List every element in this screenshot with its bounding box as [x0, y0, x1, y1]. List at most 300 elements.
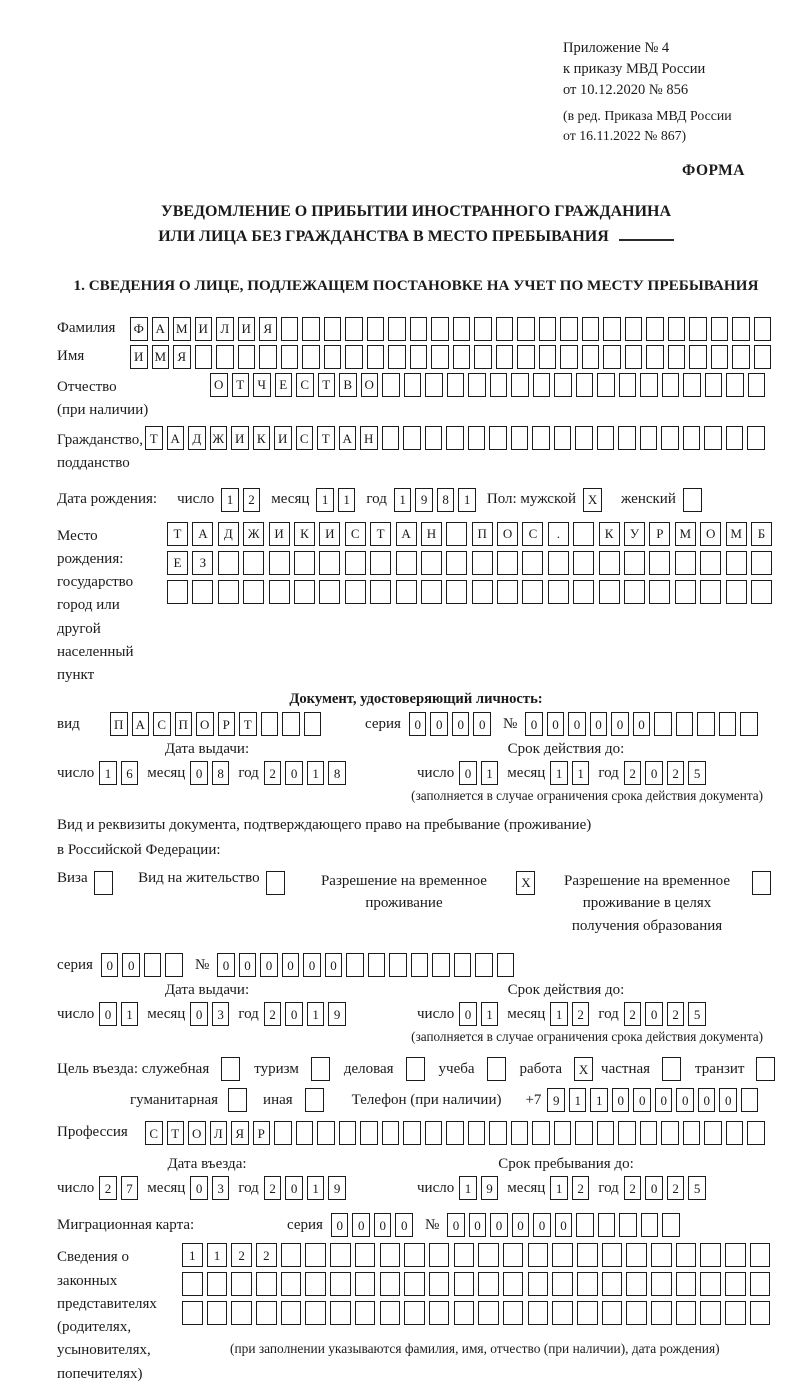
char-cell[interactable] — [539, 317, 557, 341]
char-cell[interactable]: 1 — [338, 488, 356, 512]
char-cell[interactable]: 1 — [316, 488, 334, 512]
char-cell[interactable] — [355, 1272, 376, 1296]
char-cell[interactable]: 8 — [328, 761, 346, 785]
char-cell[interactable] — [296, 1121, 314, 1145]
char-cell[interactable]: 1 — [481, 761, 499, 785]
char-cell[interactable] — [725, 1272, 746, 1296]
char-cell[interactable]: 0 — [190, 1176, 208, 1200]
char-cell[interactable]: Р — [253, 1121, 271, 1145]
char-cell[interactable]: 0 — [285, 1002, 303, 1026]
char-cell[interactable] — [573, 551, 594, 575]
char-cell[interactable] — [432, 953, 450, 977]
char-cell[interactable]: Л — [210, 1121, 228, 1145]
char-cell[interactable] — [382, 373, 400, 397]
char-cell[interactable] — [575, 1121, 593, 1145]
char-cell[interactable] — [261, 712, 279, 736]
char-cell[interactable] — [725, 1243, 746, 1267]
char-cell[interactable]: С — [296, 426, 314, 450]
char-cell[interactable] — [446, 1121, 464, 1145]
char-cell[interactable] — [619, 373, 637, 397]
char-cell[interactable] — [231, 1272, 252, 1296]
char-cell[interactable] — [741, 1088, 759, 1112]
sex-male-checkbox[interactable] — [583, 488, 606, 512]
char-cell[interactable]: 7 — [121, 1176, 139, 1200]
edu-permit-checkbox[interactable] — [752, 871, 775, 895]
char-cell[interactable]: 1 — [307, 1176, 325, 1200]
char-cell[interactable]: С — [296, 373, 314, 397]
char-cell[interactable]: 1 — [394, 488, 412, 512]
char-cell[interactable]: 0 — [190, 1002, 208, 1026]
purpose-private-checkbox[interactable] — [662, 1057, 685, 1081]
char-cell[interactable]: Н — [421, 522, 442, 546]
char-cell[interactable]: 2 — [667, 761, 685, 785]
char-cell[interactable]: 0 — [325, 953, 343, 977]
char-cell[interactable] — [330, 1272, 351, 1296]
char-cell[interactable]: Т — [145, 426, 163, 450]
char-cell[interactable] — [195, 345, 213, 369]
char-cell[interactable]: Я — [259, 317, 277, 341]
char-cell[interactable] — [346, 953, 364, 977]
char-cell[interactable]: 5 — [688, 761, 706, 785]
checkbox-cell[interactable] — [662, 1057, 681, 1081]
char-cell[interactable]: 0 — [447, 1213, 465, 1237]
char-cell[interactable]: 0 — [525, 712, 543, 736]
char-cell[interactable]: Т — [239, 712, 257, 736]
char-cell[interactable] — [754, 317, 772, 341]
char-cell[interactable] — [704, 1121, 722, 1145]
char-cell[interactable] — [726, 551, 747, 575]
char-cell[interactable] — [305, 1272, 326, 1296]
char-cell[interactable]: 1 — [481, 1002, 499, 1026]
char-cell[interactable] — [725, 1301, 746, 1325]
char-cell[interactable] — [345, 580, 366, 604]
char-cell[interactable]: 0 — [190, 761, 208, 785]
char-cell[interactable]: М — [675, 522, 696, 546]
char-cell[interactable]: Ж — [210, 426, 228, 450]
char-cell[interactable] — [453, 317, 471, 341]
char-cell[interactable] — [554, 373, 572, 397]
char-cell[interactable]: 0 — [719, 1088, 737, 1112]
char-cell[interactable]: 0 — [612, 1088, 630, 1112]
char-cell[interactable]: 2 — [624, 761, 642, 785]
char-cell[interactable] — [339, 1121, 357, 1145]
char-cell[interactable] — [454, 953, 472, 977]
char-cell[interactable]: Д — [218, 522, 239, 546]
char-cell[interactable]: И — [238, 317, 256, 341]
char-cell[interactable] — [165, 953, 183, 977]
char-cell[interactable]: 1 — [121, 1002, 139, 1026]
char-cell[interactable] — [497, 953, 515, 977]
char-cell[interactable]: 0 — [282, 953, 300, 977]
checkbox-cell[interactable] — [228, 1088, 247, 1112]
char-cell[interactable] — [700, 1243, 721, 1267]
char-cell[interactable] — [560, 345, 578, 369]
char-cell[interactable]: 8 — [437, 488, 455, 512]
checkbox-cell[interactable]: X — [574, 1057, 593, 1081]
char-cell[interactable] — [646, 317, 664, 341]
char-cell[interactable]: 2 — [667, 1176, 685, 1200]
char-cell[interactable]: 8 — [212, 761, 230, 785]
char-cell[interactable] — [218, 551, 239, 575]
char-cell[interactable]: 0 — [633, 1088, 651, 1112]
char-cell[interactable] — [305, 1243, 326, 1267]
char-cell[interactable] — [367, 317, 385, 341]
char-cell[interactable] — [497, 551, 518, 575]
char-cell[interactable] — [472, 551, 493, 575]
purpose-tourism-checkbox[interactable] — [311, 1057, 334, 1081]
char-cell[interactable]: 0 — [374, 1213, 392, 1237]
char-cell[interactable] — [626, 1301, 647, 1325]
char-cell[interactable] — [305, 1301, 326, 1325]
char-cell[interactable] — [602, 1243, 623, 1267]
char-cell[interactable] — [304, 712, 322, 736]
char-cell[interactable] — [274, 1121, 292, 1145]
char-cell[interactable]: 2 — [667, 1002, 685, 1026]
char-cell[interactable]: К — [294, 522, 315, 546]
char-cell[interactable] — [532, 426, 550, 450]
char-cell[interactable] — [475, 953, 493, 977]
char-cell[interactable] — [216, 345, 234, 369]
visa-checkbox[interactable] — [94, 871, 117, 895]
char-cell[interactable]: 0 — [645, 1176, 663, 1200]
char-cell[interactable] — [661, 1121, 679, 1145]
char-cell[interactable] — [411, 953, 429, 977]
purpose-other-checkbox[interactable] — [305, 1088, 328, 1112]
char-cell[interactable] — [528, 1243, 549, 1267]
checkbox-cell[interactable] — [311, 1057, 330, 1081]
char-cell[interactable] — [425, 426, 443, 450]
char-cell[interactable] — [207, 1301, 228, 1325]
char-cell[interactable] — [324, 317, 342, 341]
char-cell[interactable]: 1 — [207, 1243, 228, 1267]
char-cell[interactable] — [324, 345, 342, 369]
char-cell[interactable]: Я — [173, 345, 191, 369]
char-cell[interactable] — [625, 345, 643, 369]
char-cell[interactable] — [624, 551, 645, 575]
char-cell[interactable] — [689, 345, 707, 369]
char-cell[interactable] — [345, 317, 363, 341]
char-cell[interactable] — [281, 1272, 302, 1296]
char-cell[interactable] — [497, 580, 518, 604]
char-cell[interactable] — [576, 1213, 594, 1237]
char-cell[interactable]: У — [624, 522, 645, 546]
char-cell[interactable]: 2 — [264, 1002, 282, 1026]
char-cell[interactable] — [429, 1272, 450, 1296]
char-cell[interactable]: О — [188, 1121, 206, 1145]
char-cell[interactable]: 5 — [688, 1002, 706, 1026]
char-cell[interactable]: 2 — [572, 1176, 590, 1200]
char-cell[interactable]: 9 — [481, 1176, 499, 1200]
char-cell[interactable] — [700, 580, 721, 604]
char-cell[interactable] — [573, 580, 594, 604]
char-cell[interactable] — [238, 345, 256, 369]
purpose-transit-checkbox[interactable] — [756, 1057, 779, 1081]
char-cell[interactable] — [367, 345, 385, 369]
char-cell[interactable] — [182, 1272, 203, 1296]
char-cell[interactable] — [355, 1243, 376, 1267]
char-cell[interactable]: 1 — [221, 488, 239, 512]
checkbox-cell[interactable] — [487, 1057, 506, 1081]
char-cell[interactable] — [454, 1272, 475, 1296]
char-cell[interactable]: 2 — [256, 1243, 277, 1267]
char-cell[interactable]: И — [319, 522, 340, 546]
char-cell[interactable]: М — [726, 522, 747, 546]
char-cell[interactable] — [704, 426, 722, 450]
char-cell[interactable]: 0 — [122, 953, 140, 977]
char-cell[interactable] — [269, 580, 290, 604]
char-cell[interactable] — [740, 712, 758, 736]
char-cell[interactable]: 6 — [121, 761, 139, 785]
char-cell[interactable] — [577, 1301, 598, 1325]
char-cell[interactable]: Е — [275, 373, 293, 397]
char-cell[interactable] — [281, 1301, 302, 1325]
purpose-official-checkbox[interactable] — [221, 1057, 244, 1081]
char-cell[interactable] — [602, 1301, 623, 1325]
checkbox-cell[interactable]: X — [583, 488, 602, 512]
char-cell[interactable]: С — [145, 1121, 163, 1145]
purpose-business-checkbox[interactable] — [406, 1057, 429, 1081]
char-cell[interactable]: 0 — [452, 712, 470, 736]
checkbox-cell[interactable] — [94, 871, 113, 895]
char-cell[interactable]: 3 — [212, 1176, 230, 1200]
char-cell[interactable] — [661, 426, 679, 450]
char-cell[interactable]: Б — [751, 522, 772, 546]
char-cell[interactable] — [597, 373, 615, 397]
char-cell[interactable] — [603, 345, 621, 369]
char-cell[interactable] — [697, 712, 715, 736]
char-cell[interactable] — [754, 345, 772, 369]
char-cell[interactable] — [425, 373, 443, 397]
char-cell[interactable] — [597, 1121, 615, 1145]
checkbox-cell[interactable] — [305, 1088, 324, 1112]
char-cell[interactable] — [626, 1243, 647, 1267]
char-cell[interactable]: 0 — [590, 712, 608, 736]
char-cell[interactable] — [654, 712, 672, 736]
char-cell[interactable] — [380, 1243, 401, 1267]
char-cell[interactable] — [662, 1213, 680, 1237]
char-cell[interactable] — [446, 426, 464, 450]
char-cell[interactable]: 0 — [645, 761, 663, 785]
char-cell[interactable] — [256, 1272, 277, 1296]
char-cell[interactable]: 1 — [182, 1243, 203, 1267]
char-cell[interactable] — [750, 1243, 771, 1267]
char-cell[interactable]: 0 — [459, 761, 477, 785]
char-cell[interactable] — [732, 317, 750, 341]
char-cell[interactable] — [705, 373, 723, 397]
char-cell[interactable] — [552, 1272, 573, 1296]
char-cell[interactable] — [548, 551, 569, 575]
char-cell[interactable]: 2 — [624, 1176, 642, 1200]
char-cell[interactable]: И — [231, 426, 249, 450]
char-cell[interactable]: 0 — [430, 712, 448, 736]
char-cell[interactable] — [319, 551, 340, 575]
char-cell[interactable] — [218, 580, 239, 604]
char-cell[interactable] — [490, 373, 508, 397]
char-cell[interactable]: М — [173, 317, 191, 341]
char-cell[interactable]: 2 — [264, 761, 282, 785]
char-cell[interactable] — [294, 551, 315, 575]
char-cell[interactable] — [603, 317, 621, 341]
char-cell[interactable]: А — [132, 712, 150, 736]
char-cell[interactable]: С — [345, 522, 366, 546]
char-cell[interactable]: 2 — [264, 1176, 282, 1200]
char-cell[interactable]: 1 — [459, 1176, 477, 1200]
char-cell[interactable] — [662, 373, 680, 397]
char-cell[interactable] — [676, 1272, 697, 1296]
char-cell[interactable] — [539, 345, 557, 369]
char-cell[interactable] — [389, 953, 407, 977]
char-cell[interactable] — [503, 1272, 524, 1296]
char-cell[interactable]: 2 — [243, 488, 261, 512]
char-cell[interactable] — [454, 1301, 475, 1325]
char-cell[interactable] — [747, 426, 765, 450]
char-cell[interactable]: 0 — [260, 953, 278, 977]
char-cell[interactable] — [468, 1121, 486, 1145]
char-cell[interactable] — [532, 1121, 550, 1145]
char-cell[interactable] — [446, 580, 467, 604]
char-cell[interactable]: И — [269, 522, 290, 546]
char-cell[interactable] — [496, 317, 514, 341]
char-cell[interactable] — [649, 551, 670, 575]
char-cell[interactable] — [676, 712, 694, 736]
char-cell[interactable] — [182, 1301, 203, 1325]
char-cell[interactable] — [396, 551, 417, 575]
char-cell[interactable] — [573, 522, 594, 546]
char-cell[interactable] — [421, 580, 442, 604]
char-cell[interactable] — [472, 580, 493, 604]
char-cell[interactable]: Е — [167, 551, 188, 575]
char-cell[interactable]: Т — [232, 373, 250, 397]
char-cell[interactable] — [625, 317, 643, 341]
char-cell[interactable]: Т — [167, 1121, 185, 1145]
char-cell[interactable] — [478, 1272, 499, 1296]
char-cell[interactable]: 1 — [550, 1002, 568, 1026]
char-cell[interactable] — [747, 1121, 765, 1145]
char-cell[interactable] — [256, 1301, 277, 1325]
char-cell[interactable] — [447, 373, 465, 397]
char-cell[interactable]: . — [548, 522, 569, 546]
checkbox-cell[interactable] — [752, 871, 771, 895]
char-cell[interactable]: А — [192, 522, 213, 546]
char-cell[interactable] — [388, 317, 406, 341]
char-cell[interactable] — [302, 345, 320, 369]
char-cell[interactable]: 0 — [676, 1088, 694, 1112]
char-cell[interactable] — [478, 1301, 499, 1325]
char-cell[interactable]: Я — [231, 1121, 249, 1145]
char-cell[interactable]: Ф — [130, 317, 148, 341]
char-cell[interactable] — [533, 373, 551, 397]
char-cell[interactable] — [511, 373, 529, 397]
char-cell[interactable]: П — [472, 522, 493, 546]
char-cell[interactable] — [446, 522, 467, 546]
char-cell[interactable]: 1 — [569, 1088, 587, 1112]
char-cell[interactable] — [599, 580, 620, 604]
char-cell[interactable]: С — [153, 712, 171, 736]
char-cell[interactable] — [454, 1243, 475, 1267]
char-cell[interactable] — [750, 1272, 771, 1296]
char-cell[interactable]: 0 — [331, 1213, 349, 1237]
char-cell[interactable] — [668, 317, 686, 341]
char-cell[interactable] — [640, 426, 658, 450]
char-cell[interactable]: К — [599, 522, 620, 546]
char-cell[interactable] — [618, 1121, 636, 1145]
char-cell[interactable] — [624, 580, 645, 604]
char-cell[interactable]: М — [152, 345, 170, 369]
char-cell[interactable]: Л — [216, 317, 234, 341]
char-cell[interactable]: Т — [318, 373, 336, 397]
char-cell[interactable] — [382, 1121, 400, 1145]
char-cell[interactable] — [522, 551, 543, 575]
char-cell[interactable] — [382, 426, 400, 450]
char-cell[interactable] — [651, 1301, 672, 1325]
char-cell[interactable]: З — [192, 551, 213, 575]
char-cell[interactable] — [207, 1272, 228, 1296]
char-cell[interactable] — [751, 580, 772, 604]
char-cell[interactable] — [403, 426, 421, 450]
char-cell[interactable]: 0 — [698, 1088, 716, 1112]
char-cell[interactable] — [726, 580, 747, 604]
char-cell[interactable] — [317, 1121, 335, 1145]
char-cell[interactable] — [431, 317, 449, 341]
char-cell[interactable] — [700, 551, 721, 575]
char-cell[interactable]: 0 — [409, 712, 427, 736]
char-cell[interactable] — [517, 317, 535, 341]
char-cell[interactable] — [429, 1301, 450, 1325]
char-cell[interactable] — [474, 317, 492, 341]
char-cell[interactable] — [602, 1272, 623, 1296]
char-cell[interactable] — [719, 712, 737, 736]
char-cell[interactable] — [468, 426, 486, 450]
char-cell[interactable]: 1 — [572, 761, 590, 785]
char-cell[interactable] — [478, 1243, 499, 1267]
char-cell[interactable]: И — [130, 345, 148, 369]
char-cell[interactable] — [259, 345, 277, 369]
char-cell[interactable]: 0 — [285, 1176, 303, 1200]
char-cell[interactable] — [575, 426, 593, 450]
char-cell[interactable] — [281, 345, 299, 369]
char-cell[interactable] — [675, 580, 696, 604]
char-cell[interactable]: 0 — [568, 712, 586, 736]
char-cell[interactable] — [144, 953, 162, 977]
char-cell[interactable]: 1 — [590, 1088, 608, 1112]
char-cell[interactable] — [641, 1213, 659, 1237]
char-cell[interactable] — [554, 426, 572, 450]
char-cell[interactable] — [640, 1121, 658, 1145]
char-cell[interactable]: Ч — [253, 373, 271, 397]
char-cell[interactable] — [751, 551, 772, 575]
char-cell[interactable]: В — [339, 373, 357, 397]
char-cell[interactable] — [345, 345, 363, 369]
char-cell[interactable] — [231, 1301, 252, 1325]
char-cell[interactable] — [269, 551, 290, 575]
char-cell[interactable]: О — [700, 522, 721, 546]
char-cell[interactable] — [330, 1243, 351, 1267]
char-cell[interactable]: 0 — [655, 1088, 673, 1112]
char-cell[interactable]: 1 — [307, 1002, 325, 1026]
char-cell[interactable]: О — [196, 712, 214, 736]
char-cell[interactable] — [548, 580, 569, 604]
char-cell[interactable]: 9 — [328, 1176, 346, 1200]
char-cell[interactable]: 2 — [572, 1002, 590, 1026]
char-cell[interactable]: 2 — [231, 1243, 252, 1267]
char-cell[interactable] — [319, 580, 340, 604]
char-cell[interactable] — [511, 426, 529, 450]
char-cell[interactable] — [421, 551, 442, 575]
char-cell[interactable]: А — [152, 317, 170, 341]
char-cell[interactable] — [403, 1121, 421, 1145]
char-cell[interactable]: Т — [317, 426, 335, 450]
char-cell[interactable]: Ж — [243, 522, 264, 546]
